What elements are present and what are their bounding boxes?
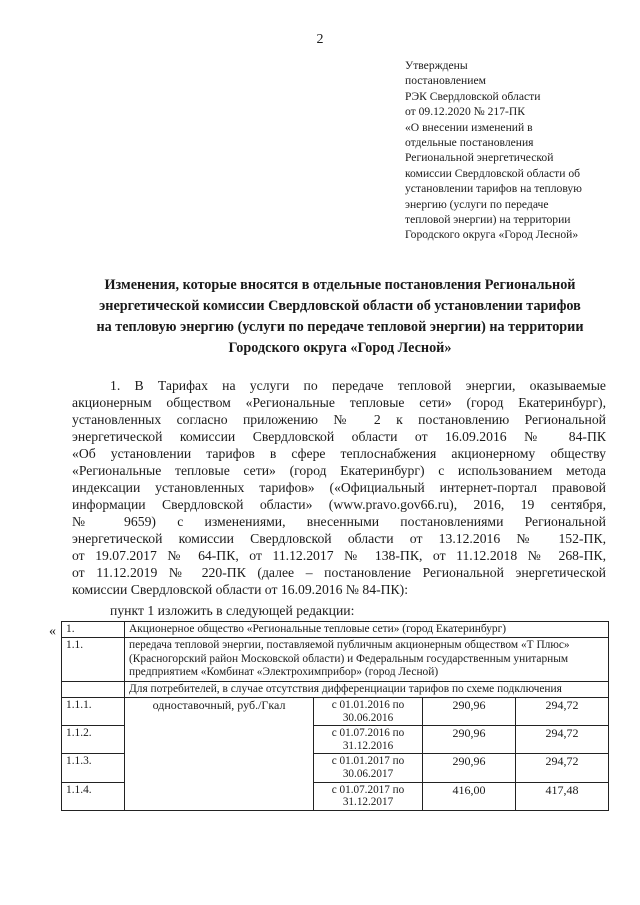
paragraph-line: установленных согласно приложению № 2 к постановлению Региональной [72,412,606,427]
table-cell-num: 1.1.1. [62,698,125,726]
table-cell-value: 294,72 [516,754,609,782]
approval-line: Региональной энергетической [405,151,554,165]
table-cell-period: с 01.07.2016 по 31.12.2016 [314,726,423,754]
table-cell-num: 1. [62,622,125,638]
opening-quote: « [49,624,56,639]
table-cell-period: с 01.01.2017 по 30.06.2017 [314,754,423,782]
table-cell-value: 290,96 [423,754,516,782]
table-cell-period: с 01.01.2016 по 30.06.2016 [314,698,423,726]
approval-line: Утверждены [405,59,468,72]
approval-line: постановлением [405,74,486,88]
approval-line: установлении тарифов на тепловую [405,182,582,196]
table-cell-num: 1.1.2. [62,726,125,754]
table-row [62,681,609,697]
heading-line: Изменения, которые вносятся в отдельные постановления Региональной [104,277,576,293]
paragraph-line: «Об установлении тарифов в сфере теплоснабжения акционерному обществу [72,446,606,461]
table-cell-empty [62,681,125,697]
table-cell-unit: одноставочный, руб./Гкал [125,698,314,811]
approval-line: от 09.12.2020 № 217-ПК [405,105,525,119]
table-cell-consumers: Для потребителей, в случае отсутствия дифференциации тарифов по схеме подключения [125,681,609,697]
table-cell-num: 1.1.3. [62,754,125,782]
amendment-intro: пункт 1 изложить в следующей редакции: [110,603,355,618]
paragraph-line: от 11.12.2019 № 220-ПК (далее – постановление Региональной энергетической [72,565,606,580]
approval-line: отдельные постановления [405,136,534,150]
heading-line: энергетической комиссии Свердловской области об установлении тарифов [99,298,581,314]
paragraph-line: № 9659) с изменениями, внесенными постановлениями Региональной [72,514,606,529]
table-row [62,638,609,681]
paragraph-line: информации Свердловской области» (www.pravo.gov66.ru), 2016, 19 сентября, [72,497,606,512]
paragraph-1 [72,377,606,598]
table-row [62,698,609,726]
paragraph-line: акционерным обществом «Региональные тепловые сети» (город Екатеринбург), [72,395,606,410]
table-cell-period: с 01.07.2017 по 31.12.2017 [314,782,423,810]
paragraph-line: «Региональные тепловые сети» (город Екатеринбург) с использованием метода [72,463,606,478]
table-cell-value: 294,72 [516,698,609,726]
tariff-table [61,621,609,811]
approval-line: Городского округа «Город Лесной» [405,228,579,242]
approval-block [405,58,620,243]
page-number: 2 [316,32,324,47]
table-cell-num: 1.1.4. [62,782,125,810]
approval-line: тепловой энергии) на территории [405,213,571,227]
paragraph-line: энергетической комиссии Свердловской области от 13.12.2016 № 152-ПК, [72,531,606,546]
heading-line: на тепловую энергию (услуги по передаче тепловой энергии) на территории [96,319,584,335]
table-cell-value: 290,96 [423,698,516,726]
table-row [62,622,609,638]
table-cell-value: 416,00 [423,782,516,810]
paragraph-line: индексации установленных тарифов» («Официальный интернет-портал правовой [72,480,606,495]
table-cell-value: 417,48 [516,782,609,810]
table-cell-value: 294,72 [516,726,609,754]
paragraph-line: от 19.07.2017 № 64-ПК, от 11.12.2017 № 138-ПК, от 11.12.2018 № 268-ПК, [72,548,606,563]
table-cell-service: передача тепловой энергии, поставляемой публичным акционерным обществом «Т Плюс» (Красногорский район Московской области) и Федеральным государственным унитарным предприятием «Комбинат «Электрохимприбор» (город Лесной) [125,638,609,681]
document-heading [60,275,620,359]
table-cell-org: Акционерное общество «Региональные тепловые сети» (город Екатеринбург) [125,622,609,638]
table-cell-num: 1.1. [62,638,125,681]
paragraph-line: комиссии Свердловской области от 16.09.2016 № 84-ПК): [72,582,408,597]
heading-line: Городского округа «Город Лесной» [228,340,452,356]
approval-line: энергию (услуги по передаче [405,197,549,211]
table-cell-value: 290,96 [423,726,516,754]
paragraph-line: 1. В Тарифах на услуги по передаче тепловой энергии, оказываемые [110,378,606,393]
paragraph-line: энергетической комиссии Свердловской области от 16.09.2016 № 84-ПК [72,429,606,444]
approval-line: комиссии Свердловской области об [405,166,581,180]
approval-line: РЭК Свердловской области [405,89,541,103]
approval-line: «О внесении изменений в [405,120,533,134]
